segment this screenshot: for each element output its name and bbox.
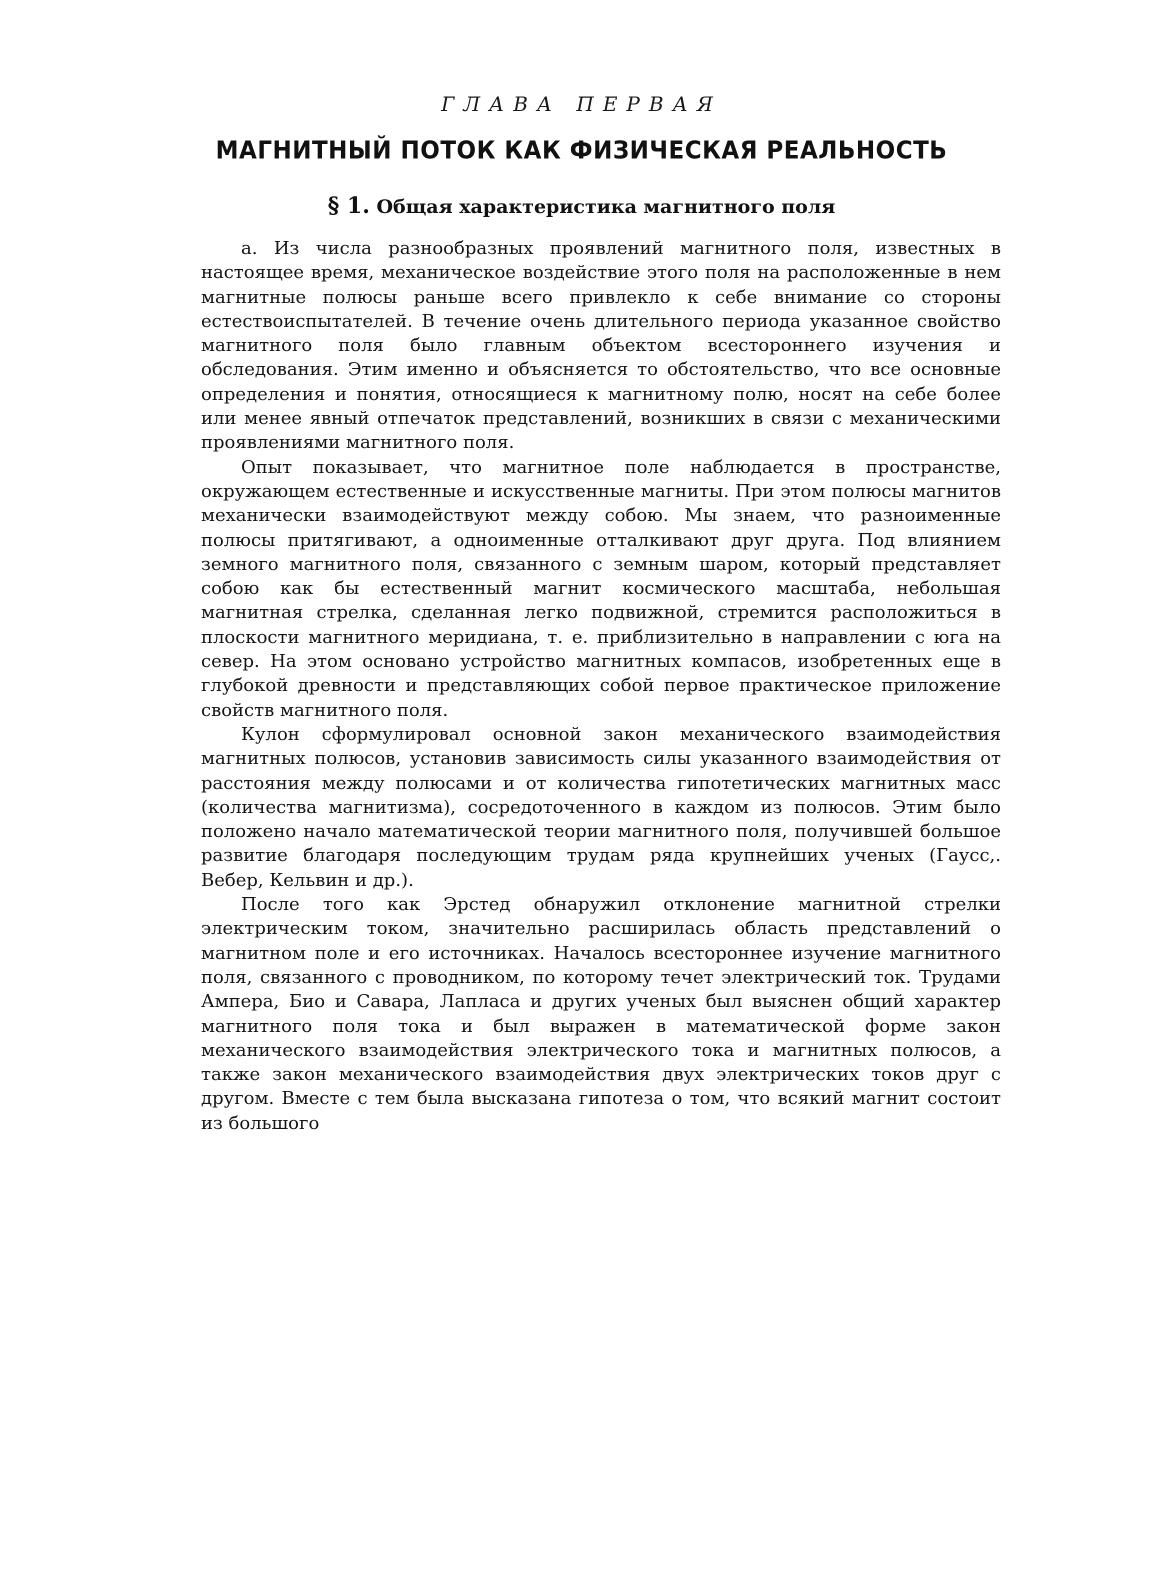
chapter-label: ГЛАВА ПЕРВАЯ [441, 92, 722, 116]
section-title: Общая характеристика магнитного поля [376, 196, 836, 218]
chapter-title: МАГНИТНЫЙ ПОТОК КАК ФИЗИЧЕСКАЯ РЕАЛЬНОСТЬ [215, 136, 948, 166]
paragraph-1: а. Из числа разнообразных проявлений магнитного поля, известных в настоящее время, механическое воздействие этого поля на расположенные в нем магнитные полюсы раньше всего привлекло к себе внимание со стороны естествоиспытателей. В течение очень длительного периода указанное свойство магнитного поля было главным объектом всестороннего изучения и обследования. Этим именно и объясняется то обстоятельство, что все основные определения и понятия, относящиеся к магнитному полю, носят на себе более или менее явный отпечаток представлений, возникших в связи с механическими проявлениями магнитного поля. [201, 238, 1001, 454]
section-heading [0, 193, 1163, 219]
paragraph-4: После того как Эрстед обнаружил отклонение магнитной стрелки электрическим током, значительно расширилась область представлений о магнитном поле и его источниках. Началось всестороннее изучение магнитного поля, связанного с проводником, по которому течет электрический ток. Трудами Ампера, Био и Савара, Лапласа и других ученых был выяснен общий характер магнитного поля тока и был выражен в математической форме закон механического взаимодействия электрического тока и магнитных полюсов, а также закон механического взаимодействия двух электрических токов друг с другом. Вместе с тем была высказана гипотеза о том, что всякий магнит состоит из большого [201, 894, 1001, 1134]
paragraph-2: Опыт показывает, что магнитное поле наблюдается в пространстве, окружающем естественные и искусственные магниты. При этом полюсы магнитов механически взаимодействуют между собою. Мы знаем, что разноименные полюсы притягивают, а одноименные отталкивают друг друга. Под влиянием земного магнитного поля, связанного с земным шаром, который представляет собою как бы естественный магнит космического масштаба, небольшая магнитная стрелка, сделанная легко подвижной, стремится расположиться в плоскости магнитного меридиана, т. е. приблизительно в направлении с юга на север. На этом основано устройство магнитных компасов, изобретенных еще в глубокой древности и представляющих собой первое практическое приложение свойств магнитного поля. [201, 456, 1001, 721]
section-number: § 1. [327, 193, 370, 219]
paragraph-3: Кулон сформулировал основной закон механического взаимодействия магнитных полюсов, установив зависимость силы указанного взаимодействия от расстояния между полюсами и от количества гипотетических магнитных масс (количества магнитизма), сосредоточенного в каждом из полюсов. Этим было положено начало математической теории магнитного поля, получившей большое развитие благодаря последующим трудам ряда крупнейших ученых (Гаусс,. Вебер, Кельвин и др.). [201, 723, 1001, 891]
body-text [201, 237, 1001, 1136]
